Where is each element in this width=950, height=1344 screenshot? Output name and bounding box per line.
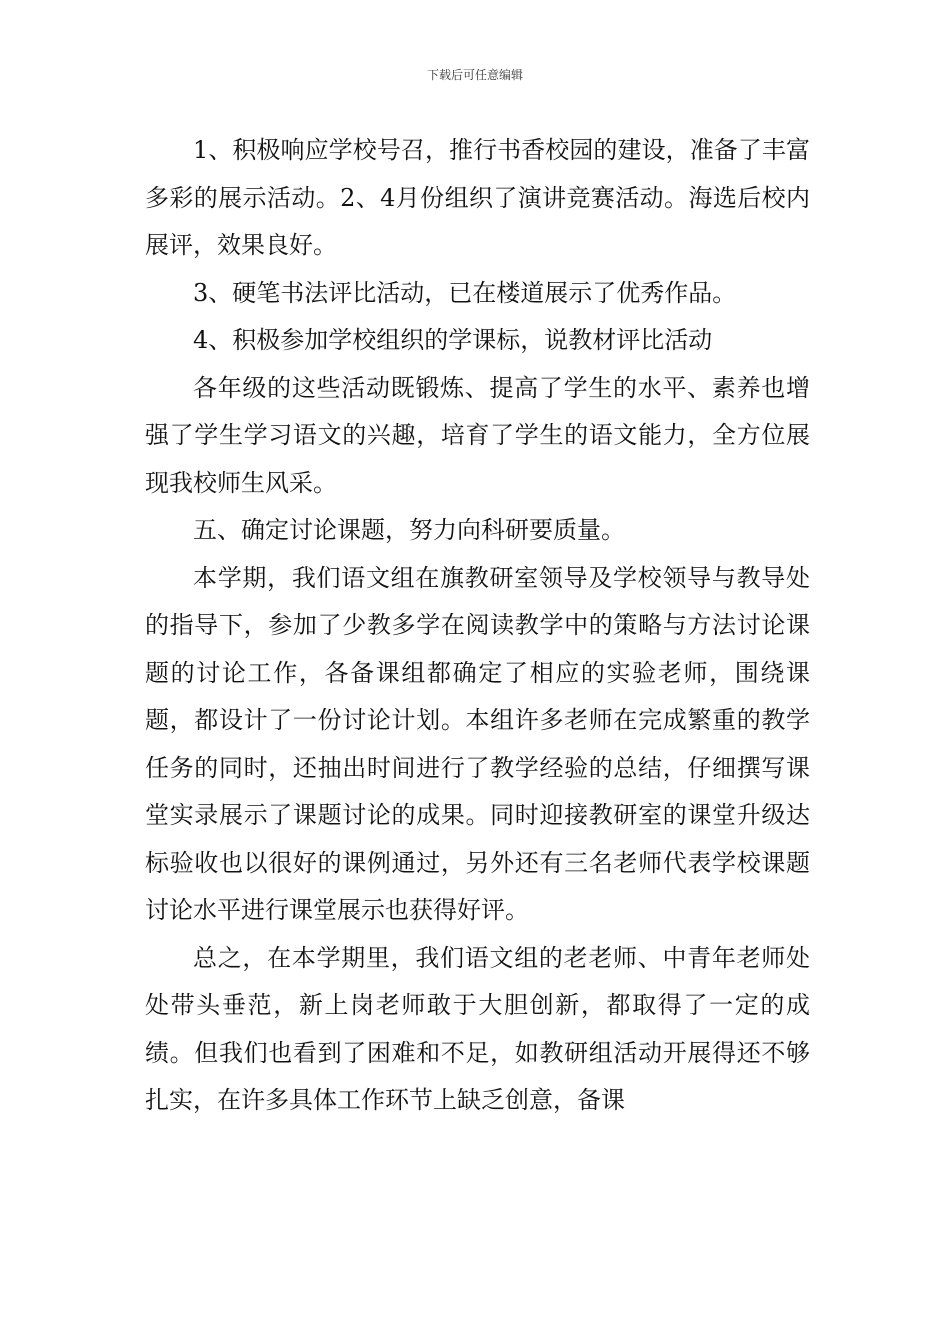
paragraph-research: 本学期，我们语文组在旗教研室领导及学校领导与教导处的指导下，参加了少教多学在阅读教学中的策略与方法讨论课题的讨论工作，各备课组都确定了相应的实验老师，围绕课题，都设计了一份讨论计划。本组许多老师在完成繁重的教学任务的同时，还抽出时间进行了教学经验的总结，仔细撰写课堂实录展示了课题讨论的成果。同时迎接教研室的课堂升级达标验收也以很好的课例通过，另外还有三名老师代表学校课题讨论水平进行课堂展示也获得好评。 <box>145 563 810 924</box>
paragraph-activities-summary: 各年级的这些活动既锻炼、提高了学生的水平、素养也增强了学生学习语文的兴趣，培育了学生的语文能力，全方位展现我校师生风采。 <box>145 373 810 497</box>
page-header: 下载后可任意编辑 <box>426 68 523 82</box>
section-heading-research: 五、确定讨论课题，努力向科研要质量。 <box>193 516 625 544</box>
paragraph-activity-3: 3、硬笔书法评比活动，已在楼道展示了优秀作品。 <box>193 278 737 307</box>
document-body <box>145 127 810 1125</box>
paragraph-activities-1-2: 1、积极响应学校号召，推行书香校园的建设，准备了丰富多彩的展示活动。2、4月份组织了演讲竞赛活动。海选后校内展评，效果良好。 <box>145 136 810 259</box>
paragraph-conclusion: 总之，在本学期里，我们语文组的老老师、中青年老师处处带头垂范，新上岗老师敢于大胆创新，都取得了一定的成绩。但我们也看到了困难和不足，如教研组活动开展得还不够扎实，在许多具体工作环节上缺乏创意，备课 <box>145 943 810 1114</box>
paragraph-activity-4: 4、积极参加学校组织的学课标，说教材评比活动 <box>193 326 713 354</box>
